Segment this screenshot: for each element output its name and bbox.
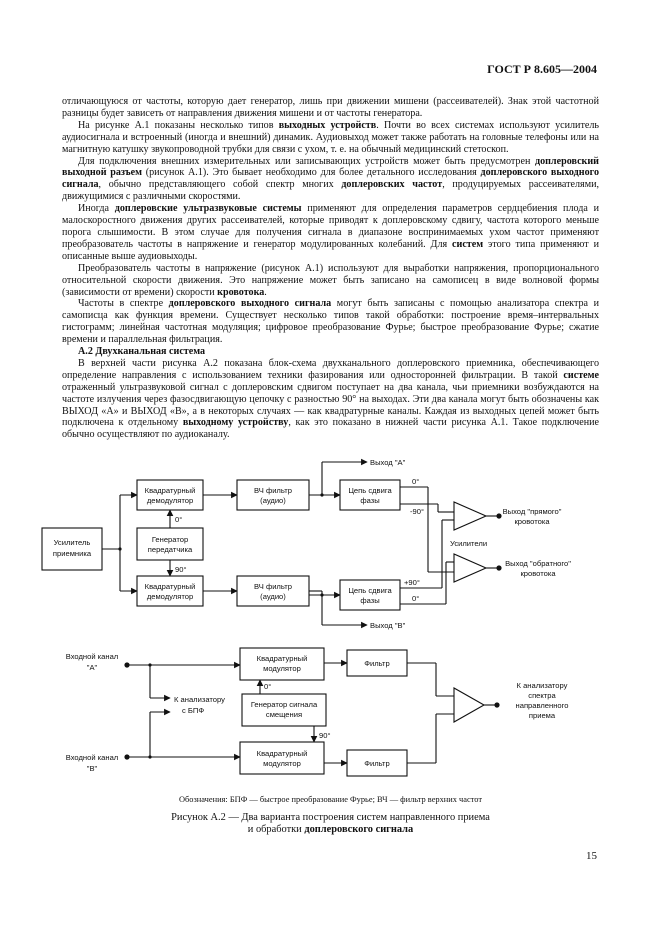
text-run: , продуцируемых рассеивателями, движущимися с различными скоростями.: [62, 179, 600, 203]
mod1-label-2: модулятор: [263, 664, 301, 673]
phase2-out-p90-label: +90°: [404, 578, 420, 587]
hf-filter-1-box: [237, 480, 309, 510]
bold-term: системе: [563, 369, 599, 381]
input-b-label-1: Входной канал: [65, 753, 119, 762]
demod2-label-1: Квадратурный: [144, 582, 196, 591]
amplifiers-label: Усилители: [450, 539, 488, 548]
mod1-label-1: Квадратурный: [256, 654, 308, 663]
text-run: Частоты в спектре: [78, 298, 169, 310]
figure-caption: [0, 812, 661, 836]
output-a-label: Выход "А": [370, 458, 406, 467]
bold-term: доплеровские ультразвуковые системы: [114, 203, 302, 215]
transmitter-generator-box: [137, 528, 203, 560]
paragraph: [62, 156, 599, 204]
hf2-label-2: (аудио): [260, 592, 286, 601]
document-header: ГОСТ Р 8.605—2004: [487, 62, 597, 76]
quadrature-demodulator-2-box: [137, 576, 203, 606]
caption-line-2-bold: доплеровского сигнала: [304, 824, 414, 835]
text-run: отраженный ультразвуковой сигнал с доплеровским сдвигом поступает на два канала, чьи приемники возбуждаются на частоте излучения через фазосдвигающую цепочку с разностью 90° на выходах. Эти два канала могут быть обозначены как ВЫХОД «А» и ВЫХОД «В», а в некоторых случаях — как квадратурные каналы. Каждая из выходных цепей может быть подключена к отдельному: [62, 381, 599, 429]
fft-analyzer-label-2: с БПФ: [182, 706, 205, 715]
generator-label-1: Генератор: [151, 535, 189, 544]
section-heading: [62, 346, 599, 358]
text-run: Для подключения внешних измерительных или записывающих устройств может быть предусмотрен: [78, 155, 535, 167]
input-a-terminal: [124, 662, 129, 667]
bold-term: доплеровский выходной разъем: [62, 155, 599, 179]
forward-amplifier-triangle: [454, 502, 486, 530]
bold-term: кровотока: [217, 286, 265, 298]
analyzer-output-terminal: [494, 702, 499, 707]
phase2-label-2: фазы: [360, 596, 380, 605]
forward-output-terminal: [496, 513, 501, 518]
phase-shifter-1-box: [340, 480, 400, 510]
demod2-label-2: демодулятор: [146, 592, 194, 601]
text-run: (рисунок А.1). Это бывает необходимо для более детального исследования: [142, 167, 481, 179]
reverse-output-label-1: Выход "обратного": [505, 559, 571, 568]
bias-gen-90-label: 90°: [319, 731, 331, 740]
amplifier-label-1: Усилитель: [53, 538, 91, 547]
paragraph: [62, 120, 599, 156]
text-run: этого типа применяют и описанные выше аудиовыходы.: [62, 238, 599, 262]
analyzer-label-4: приема: [528, 711, 556, 720]
input-b-label-2: "В": [86, 764, 98, 773]
phase2-out-0-label: 0°: [412, 594, 420, 603]
text-run: отличающуюся от частоты, которую дает генератор, лишь при движении мишени (рассеивателей). Знак этой частотной разницы будет зависеть от направления движения мишени и от частоты генератора.: [62, 96, 599, 119]
text-run: Иногда: [78, 203, 115, 215]
analyzer-label-1: К анализатору: [516, 681, 568, 690]
filter2-label: Фильтр: [364, 759, 390, 768]
input-a-label-1: Входной канал: [65, 652, 119, 661]
body-text: [62, 96, 599, 441]
text-run: .: [264, 286, 267, 298]
reverse-amplifier-triangle: [454, 554, 486, 582]
demod1-label-2: демодулятор: [146, 496, 194, 505]
bold-term: систем: [452, 238, 484, 250]
generator-label-2: передатчика: [147, 545, 193, 554]
text-run: применяют для определения параметров сердцебиения плода и малоскоростного движения других рассеивателей, которые приводят к доплеровскому сдвигу, частота которого меньше порога слышимости. В этом случае для получения сигнала в диапазоне воспринимаемых ухом частот применяют преобразователь частоты в напряжение и генератор модулированных колебаний. Для: [62, 203, 600, 250]
bias-gen-0-label: 0°: [264, 682, 272, 691]
quadrature-modulator-2-box: [240, 742, 324, 774]
summing-amplifier-triangle: [454, 688, 484, 722]
text-run: На рисунке А.1 показаны несколько типов: [78, 119, 279, 131]
paragraph: [62, 358, 599, 441]
analyzer-label-3: направленного: [515, 701, 569, 710]
gen-phase-0-label: 0°: [175, 515, 183, 524]
phase1-out-m90-label: -90°: [410, 507, 425, 516]
mod2-label-1: Квадратурный: [256, 749, 308, 758]
demod1-label-1: Квадратурный: [144, 486, 196, 495]
text-run: , обычно представляющего собой спектр многих: [98, 179, 342, 191]
input-a-label-2: "А": [86, 663, 98, 672]
amplifier-label-2: приемника: [52, 549, 92, 558]
reverse-output-label-2: кровотока: [520, 569, 556, 578]
quadrature-demodulator-1-box: [137, 480, 203, 510]
paragraph: [62, 203, 599, 263]
text-run: . Почти во всех системах используют усилитель аудиосигнала и встроенный (иногда и внешний) динамик. Аудиовыход может также работать на головные телефоны или на магнитную катушку звукопроводной трубки для связи с ухом, т. е. на обычный медицинский стетоскоп.: [62, 119, 599, 155]
text-run: , как это показано в нижней части рисунка А.1. Такое подключение обычно осуществляют по аудиоканалу.: [62, 417, 599, 441]
paragraph: [62, 298, 599, 346]
reverse-output-terminal: [496, 565, 501, 570]
bold-term: доплеровских частот: [341, 179, 443, 191]
analyzer-label-2: спектра: [528, 691, 556, 700]
hf-filter-2-box: [237, 576, 309, 606]
phase1-label-2: фазы: [360, 496, 380, 505]
phase1-out-0-label: 0°: [412, 477, 420, 486]
page-number: 15: [586, 850, 597, 862]
caption-line-1: Рисунок А.2 — Два варианта построения систем направленного приема: [171, 812, 490, 823]
mod2-label-2: модулятор: [263, 759, 301, 768]
bold-term: выходному устройству: [182, 417, 289, 429]
hf1-label-1: ВЧ фильтр: [254, 486, 292, 495]
figure-a2-block-diagrams: [32, 432, 622, 802]
paragraph: [62, 263, 599, 299]
bold-term: доплеровского выходного сигнала: [62, 167, 599, 191]
input-b-terminal: [124, 754, 129, 759]
phase2-label-1: Цепь сдвига: [348, 586, 392, 595]
forward-output-label-1: Выход "прямого": [502, 507, 562, 516]
phase-shifter-2-box: [340, 580, 400, 610]
hf1-label-2: (аудио): [260, 496, 286, 505]
output-b-label: Выход "В": [370, 621, 406, 630]
caption-line-2-plain: и обработки: [247, 824, 305, 835]
text-run: Преобразователь частоты в напряжение (рисунок А.1) используют для выработки напряжения, пропорционального относительной скорости движения. Это напряжение может быть записано на самописец в виде волновой формы (зависимости от времени) скорости: [62, 262, 599, 298]
bias-gen-label-2: смещения: [265, 710, 303, 719]
hf2-label-1: ВЧ фильтр: [254, 582, 292, 591]
text-run: могут быть записаны с помощью анализатора спектра и самописца как функция времени. Существует несколько типов такой обработки: построение время–интервальных гистограмм; линейная частотная модуляция; цифровое преобразование Фурье; быстрое преобразование Фурье; сжатие времени и параллельная фильтрация.: [62, 298, 600, 346]
phase1-label-1: Цепь сдвига: [348, 486, 392, 495]
text-run: В верхней части рисунка А.2 показана блок-схема двухканального доплеровского приемника, обеспечивающего определение направления с использованием техники фазирования или односторонней фильтрации. В такой: [62, 357, 599, 381]
filter1-label: Фильтр: [364, 659, 390, 668]
text-run: А.2 Двухканальная система: [78, 346, 206, 358]
bold-term: доплеровского выходного сигнала: [168, 298, 332, 310]
caption-line-2: [0, 824, 661, 836]
paragraph: [62, 96, 599, 120]
fft-analyzer-label-1: К анализатору: [174, 695, 225, 704]
gen-phase-90-label: 90°: [175, 565, 187, 574]
forward-output-label-2: кровотока: [514, 517, 550, 526]
bias-gen-label-1: Генератор сигнала: [250, 700, 318, 709]
figure-note: Обозначения: БПФ — быстрое преобразование Фурье; ВЧ — фильтр верхних частот: [179, 795, 482, 804]
bold-term: выходных устройств: [278, 119, 377, 131]
